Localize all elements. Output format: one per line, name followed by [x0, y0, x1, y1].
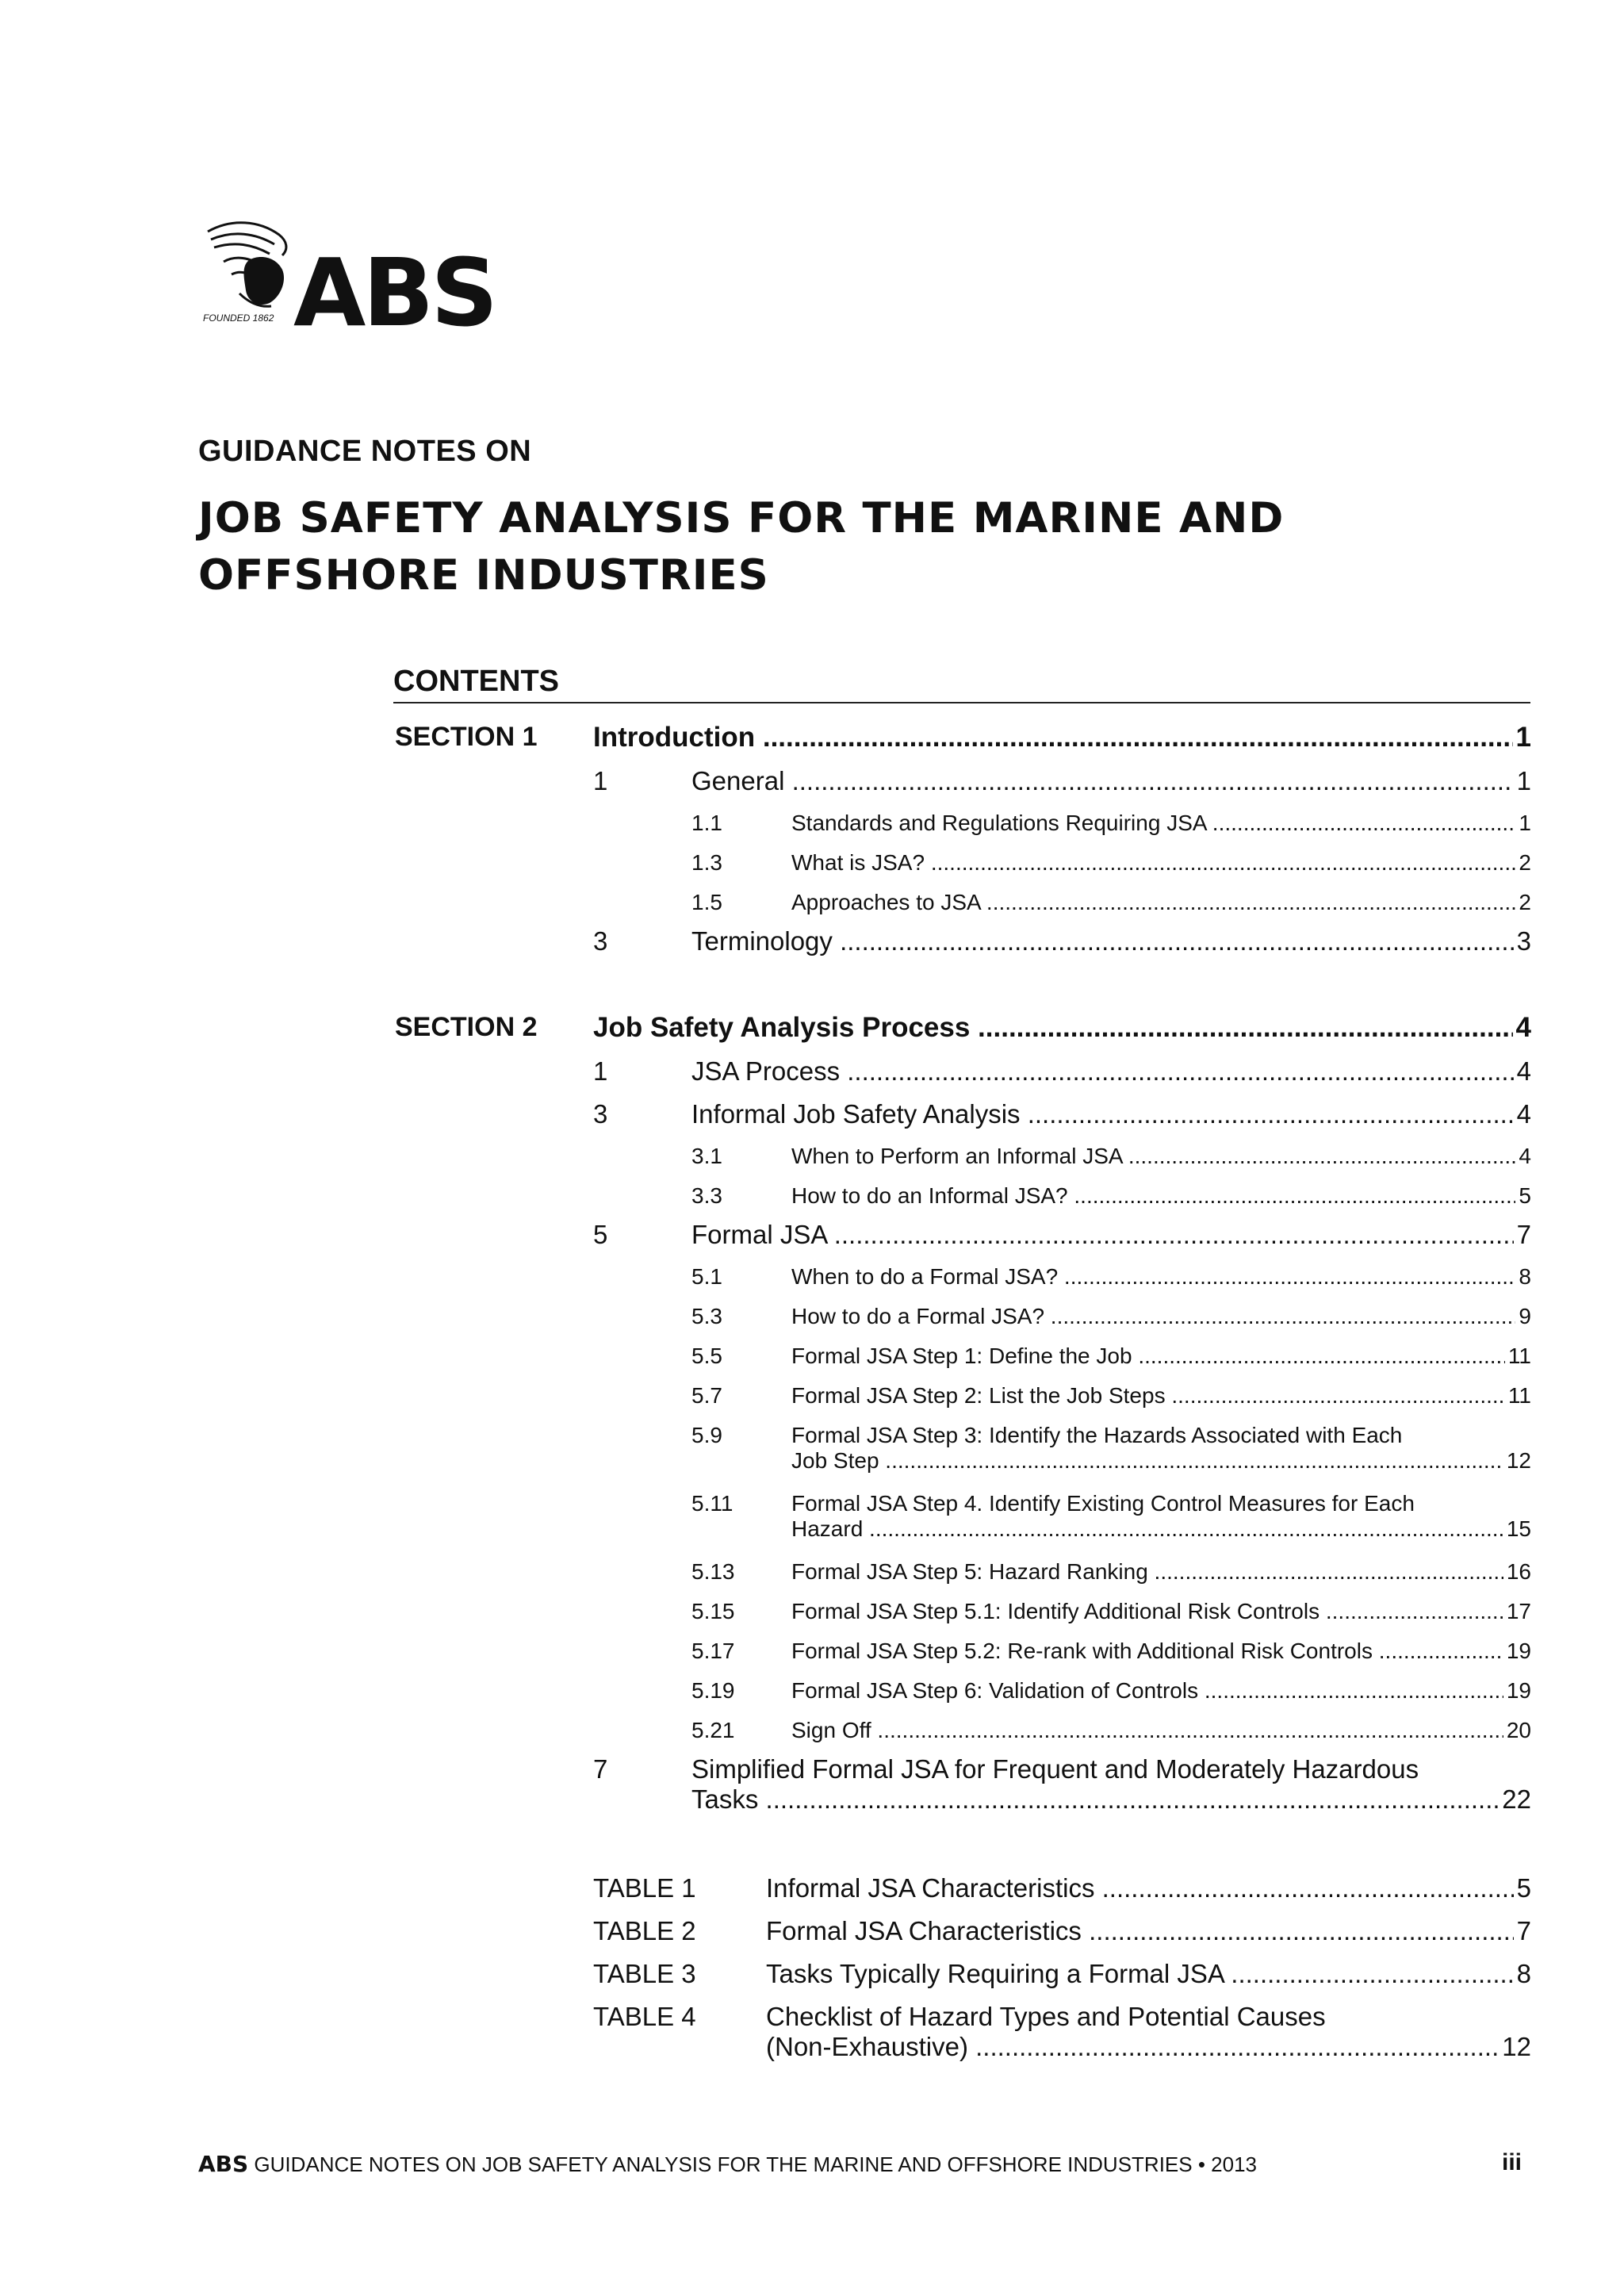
toc-title: Formal JSA Step 5.1: Identify Additional Risk Controls ..... [791, 1599, 1503, 1624]
toc-title: Standards and Regulations Requiring JSA ..... [791, 811, 1515, 836]
footer-abs: ABS [198, 2151, 249, 2177]
toc-num: 5.13 [691, 1559, 735, 1584]
toc-title: Introduction ..... [593, 722, 1513, 753]
toc-title: Sign Off ..... [791, 1718, 1503, 1743]
toc-num: 5 [593, 1220, 608, 1249]
toc-page: 4 [1515, 1012, 1531, 1043]
toc-num: 3.1 [691, 1144, 722, 1168]
toc-page: 17 [1506, 1599, 1531, 1623]
table-label-2: TABLE 2 [593, 1916, 696, 1945]
toc-page: 19 [1506, 1639, 1531, 1663]
toc-title-line-2: Hazard ..... [791, 1516, 1503, 1542]
toc-num: 5.11 [691, 1491, 733, 1516]
toc-page: 5 [1519, 1183, 1531, 1208]
toc-page: 1 [1519, 811, 1531, 835]
toc-page: 7 [1516, 1916, 1531, 1945]
toc-num: 1.1 [691, 811, 722, 835]
toc-entry-s2-5-13[interactable] [791, 1559, 1531, 1585]
toc-num: 3.3 [691, 1183, 722, 1208]
toc-title: Formal JSA ..... [691, 1220, 1514, 1250]
toc-entry-continuation [791, 1448, 1531, 1474]
toc-title-line-2: (Non-Exhaustive) ..... [766, 2032, 1499, 2062]
document-title [198, 490, 1467, 604]
table-label-4: TABLE 4 [593, 2002, 696, 2031]
toc-entry-continuation [766, 2032, 1531, 2062]
toc-table-2[interactable] [766, 1916, 1531, 1946]
toc-num: 7 [593, 1754, 608, 1784]
footer-year: 2013 [1211, 2152, 1258, 2176]
toc-page: 15 [1506, 1516, 1531, 1541]
toc-title: When to Perform an Informal JSA ..... [791, 1144, 1515, 1169]
toc-page: 1 [1515, 722, 1531, 753]
toc-num: 3 [593, 1099, 608, 1129]
toc-title: What is JSA? ..... [791, 850, 1515, 876]
page-footer [198, 2151, 1257, 2177]
toc-entry-s2-5-5[interactable] [791, 1343, 1531, 1369]
section-label-1: SECTION 1 [395, 722, 538, 752]
toc-num: 5.1 [691, 1264, 722, 1289]
toc-num: 5.7 [691, 1383, 722, 1408]
toc-entry-s2-5-21[interactable] [791, 1718, 1531, 1743]
toc-entry-s2-1[interactable] [691, 1056, 1531, 1087]
toc-num: 5.17 [691, 1639, 735, 1663]
toc-title: Formal JSA Step 5.2: Re-rank with Additional Risk Controls ..... [791, 1639, 1503, 1664]
toc-entry-s2-7[interactable] [691, 1754, 1531, 1815]
toc-num: 5.15 [691, 1599, 735, 1623]
toc-entry-s2-5-15[interactable] [791, 1599, 1531, 1624]
toc-entry-s1-1-1[interactable] [791, 811, 1531, 836]
toc-page: 4 [1516, 1099, 1531, 1129]
toc-page: 1 [1516, 766, 1531, 795]
toc-num: 1 [593, 1056, 608, 1086]
toc-section-2[interactable] [593, 1012, 1531, 1044]
table-label-1: TABLE 1 [593, 1873, 696, 1903]
toc-title: Job Safety Analysis Process ..... [593, 1012, 1513, 1044]
toc-entry-s2-5-17[interactable] [791, 1639, 1531, 1664]
toc-page: 20 [1506, 1718, 1531, 1742]
toc-num: 1.3 [691, 850, 722, 875]
toc-num: 1.5 [691, 890, 722, 914]
toc-page: 16 [1506, 1559, 1531, 1584]
toc-entry-s1-3[interactable] [691, 926, 1531, 956]
guidance-heading: GUIDANCE NOTES ON [198, 435, 532, 468]
toc-title-line-1: Checklist of Hazard Types and Potential Causes [766, 2002, 1326, 2031]
toc-entry-s2-3-3[interactable] [791, 1183, 1531, 1209]
section-label-2: SECTION 2 [395, 1012, 538, 1042]
toc-title: General ..... [691, 766, 1514, 796]
toc-entry-s2-5-7[interactable] [791, 1383, 1531, 1409]
toc-title: Tasks Typically Requiring a Formal JSA ..... [766, 1959, 1514, 1989]
toc-title: Terminology ..... [691, 926, 1514, 956]
toc-entry-continuation [791, 1516, 1531, 1542]
toc-num: 5.3 [691, 1304, 722, 1328]
toc-title: How to do a Formal JSA? ..... [791, 1304, 1515, 1329]
page-number: iii [1502, 2149, 1522, 2175]
toc-page: 22 [1502, 1784, 1531, 1814]
toc-entry-s1-1[interactable] [691, 766, 1531, 796]
toc-page: 12 [1502, 2032, 1531, 2061]
toc-page: 4 [1519, 1144, 1531, 1168]
toc-entry-s2-5-3[interactable] [791, 1304, 1531, 1329]
toc-num: 1 [593, 766, 608, 795]
toc-title: Formal JSA Step 1: Define the Job ..... [791, 1343, 1505, 1369]
toc-page: 19 [1506, 1678, 1531, 1703]
toc-title: When to do a Formal JSA? ..... [791, 1264, 1515, 1290]
toc-page: 4 [1516, 1056, 1531, 1086]
toc-title: Approaches to JSA ..... [791, 890, 1515, 915]
toc-entry-s2-5-9[interactable] [791, 1423, 1531, 1474]
toc-page: 5 [1516, 1873, 1531, 1903]
toc-title-line-1: Formal JSA Step 3: Identify the Hazards Associated with Each [791, 1423, 1403, 1447]
toc-page: 8 [1516, 1959, 1531, 1988]
toc-title: Formal JSA Step 5: Hazard Ranking ..... [791, 1559, 1503, 1585]
toc-table-1[interactable] [766, 1873, 1531, 1903]
toc-page: 8 [1519, 1264, 1531, 1289]
toc-page: 2 [1519, 890, 1531, 914]
toc-title: Formal JSA Step 6: Validation of Controls ..... [791, 1678, 1503, 1704]
toc-entry-continuation [691, 1784, 1531, 1815]
toc-entry-s2-3[interactable] [691, 1099, 1531, 1129]
toc-num: 5.19 [691, 1678, 735, 1703]
logo-founded: FOUNDED 1862 [203, 312, 274, 324]
toc-num: 5.21 [691, 1718, 735, 1742]
footer-text: GUIDANCE NOTES ON JOB SAFETY ANALYSIS FOR THE MARINE AND OFFSHORE INDUSTRIES [248, 2152, 1193, 2176]
toc-table-4[interactable] [766, 2002, 1531, 2062]
toc-page: 2 [1519, 850, 1531, 875]
toc-title-line-1: Formal JSA Step 4. Identify Existing Control Measures for Each [791, 1491, 1415, 1516]
toc-page: 7 [1516, 1220, 1531, 1249]
toc-title-line-1: Simplified Formal JSA for Frequent and Moderately Hazardous [691, 1754, 1419, 1784]
toc-entry-s1-1-5[interactable] [791, 890, 1531, 915]
toc-entry-s2-5-1[interactable] [791, 1264, 1531, 1290]
toc-entry-s2-3-1[interactable] [791, 1144, 1531, 1169]
title-line-1: JOB SAFETY ANALYSIS FOR THE MARINE AND [198, 494, 1285, 542]
toc-section-1[interactable] [593, 722, 1531, 753]
toc-num: 5.5 [691, 1343, 722, 1368]
toc-entry-s2-5-11[interactable] [791, 1491, 1531, 1542]
toc-entry-s2-5[interactable] [691, 1220, 1531, 1250]
toc-num: 5.9 [691, 1423, 722, 1447]
table-label-3: TABLE 3 [593, 1959, 696, 1988]
toc-page: 11 [1507, 1343, 1531, 1368]
logo-text: ABS [293, 238, 496, 333]
toc-page: 12 [1506, 1448, 1531, 1473]
toc-title: Informal JSA Characteristics ..... [766, 1873, 1514, 1903]
toc-title: How to do an Informal JSA? ..... [791, 1183, 1515, 1209]
toc-entry-s1-1-3[interactable] [791, 850, 1531, 876]
toc-title-line-2: Job Step ..... [791, 1448, 1503, 1474]
toc-title: JSA Process ..... [691, 1056, 1514, 1087]
toc-page: 11 [1507, 1383, 1531, 1408]
toc-title: Informal Job Safety Analysis ..... [691, 1099, 1514, 1129]
toc-page: 3 [1516, 926, 1531, 956]
toc-title: Formal JSA Step 2: List the Job Steps ..... [791, 1383, 1505, 1409]
toc-num: 3 [593, 926, 608, 956]
contents-heading: CONTENTS [393, 665, 1530, 703]
toc-page: 9 [1519, 1304, 1531, 1328]
toc-entry-s2-5-19[interactable] [791, 1678, 1531, 1704]
footer-bullet: • [1192, 2152, 1212, 2176]
title-line-2: OFFSHORE INDUSTRIES [198, 551, 769, 600]
toc-title: Formal JSA Characteristics ..... [766, 1916, 1514, 1946]
abs-logo [200, 214, 509, 333]
toc-table-3[interactable] [766, 1959, 1531, 1989]
toc-title-line-2: Tasks ..... [691, 1784, 1499, 1815]
